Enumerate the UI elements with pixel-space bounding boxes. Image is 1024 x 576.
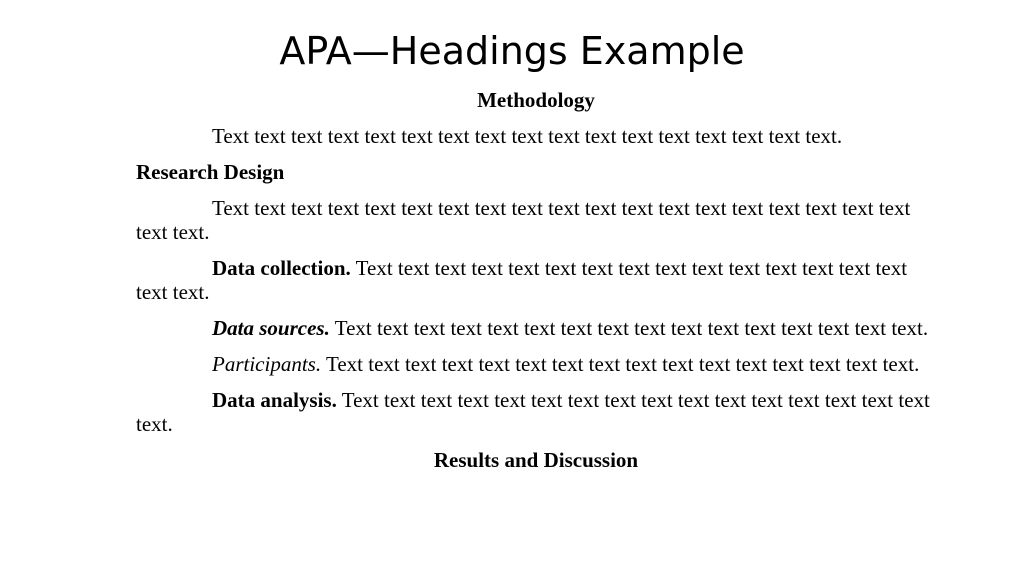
paragraph-data-collection-text: Text text text text text text text text text text text text text text text text text. — [136, 256, 908, 304]
heading-level-4-data-sources: Data sources. — [212, 316, 330, 340]
paragraph-data-sources — [136, 316, 936, 340]
paragraph-research-design: Text text text text text text text text text text text text text text text text text text text text text. — [136, 196, 911, 244]
heading-level-1-results-discussion: Results and Discussion — [433, 448, 639, 472]
paragraph-data-sources-text: Text text text text text text text text text text text text text text text text. — [329, 316, 929, 340]
paragraph-participants — [136, 352, 936, 376]
heading-level-5-participants: Participants. — [212, 352, 322, 376]
slide-title: APA—Headings Example — [279, 29, 745, 73]
paragraph-data-collection — [136, 256, 936, 304]
paragraph-methodology: Text text text text text text text text text text text text text text text text text. — [212, 124, 843, 148]
heading-level-1-methodology: Methodology — [477, 88, 595, 112]
paragraph-data-analysis-text: Text text text text text text text text text text text text text text text text text. — [136, 388, 930, 436]
heading-level-3-data-analysis: Data analysis. — [212, 388, 337, 412]
document-body — [136, 88, 936, 472]
paragraph-data-analysis — [136, 388, 936, 436]
heading-level-3-data-collection: Data collection. — [212, 256, 351, 280]
heading-level-2-research-design: Research Design — [136, 160, 285, 184]
paragraph-participants-text: Text text text text text text text text text text text text text text text text. — [321, 352, 920, 376]
